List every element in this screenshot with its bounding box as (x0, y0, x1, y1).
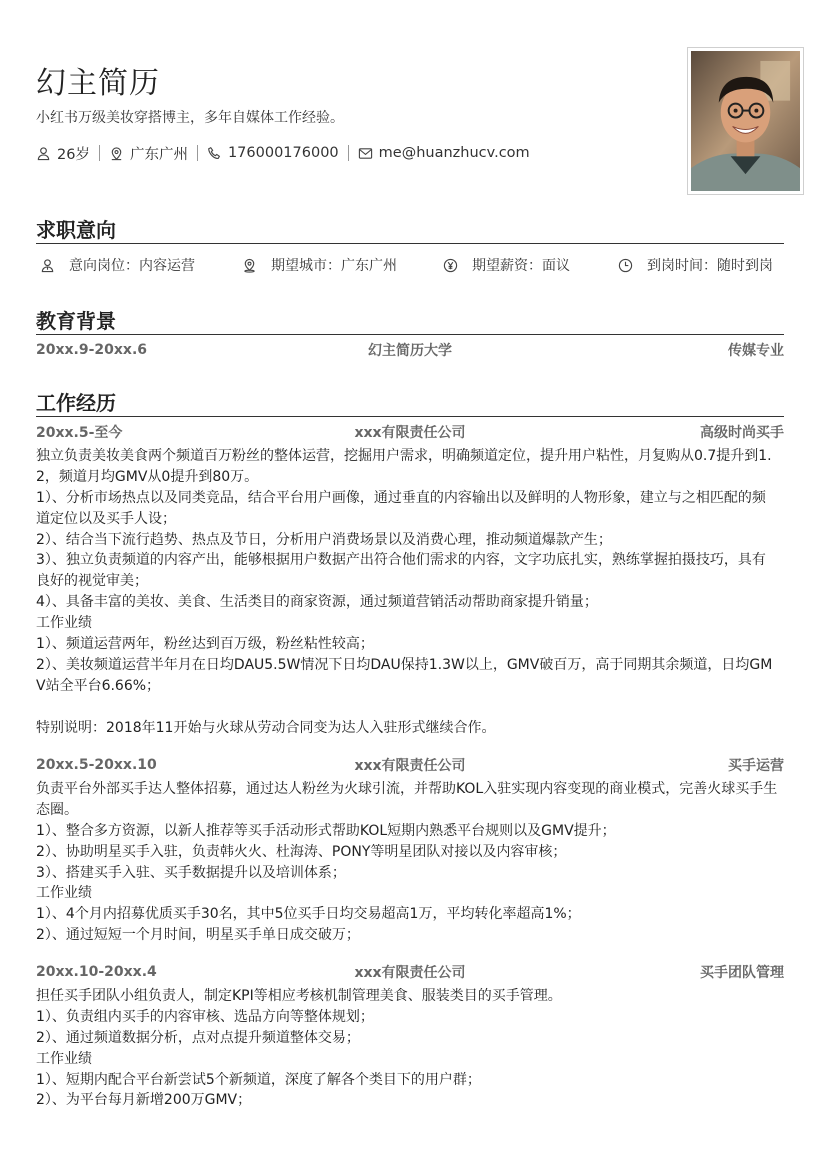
contact-phone (207, 145, 339, 161)
job-date: 20xx.10-20xx.4 (36, 964, 157, 980)
yen-icon (443, 258, 458, 273)
section-intent (36, 216, 784, 244)
job-date: 20xx.5-至今 (36, 425, 123, 441)
person-icon (36, 146, 51, 161)
age-text: 26岁 (57, 146, 90, 163)
job-company: xxx有限责任公司 (354, 425, 466, 441)
intent-position-text: 意向岗位：内容运营 (69, 258, 195, 274)
email-text[interactable]: me@huanzhucv.com (378, 145, 530, 161)
profile-photo (687, 47, 804, 195)
description-line: 1）、短期内配合平台新尝试5个新频道，深度了解各个类目下的用户群； (36, 1071, 481, 1088)
section-title: 工作经历 (36, 389, 784, 417)
user-tie-icon (40, 258, 55, 273)
divider (99, 145, 100, 161)
intent-row (36, 255, 784, 275)
job-entry-head (36, 422, 784, 442)
description-line: 1）、分析市场热点以及同类竞品，结合平台用户画像，通过垂直的内容输出以及鲜明的人物形象，建立与之相匹配的频 (36, 489, 766, 506)
job-company: xxx有限责任公司 (354, 965, 466, 981)
job-role: 买手运营 (728, 758, 784, 774)
description-line: 工作业绩 (36, 885, 92, 902)
description-line: 道定位以及买手人设； (36, 510, 176, 527)
section-work (36, 389, 784, 417)
description-line: 态圈。 (36, 801, 78, 818)
description-line: 2）、通过频道数据分析，点对点提升频道整体交易； (36, 1029, 360, 1046)
location-text: 广东广州 (129, 146, 188, 163)
resume-tagline: 小红书万级美妆穿搭博主，多年自媒体工作经验。 (36, 110, 344, 126)
job-role: 买手团队管理 (700, 965, 784, 981)
contact-age (36, 143, 90, 164)
contact-email (358, 145, 530, 161)
education-date: 20xx.9-20xx.6 (36, 342, 148, 358)
description-line: 1）、4个月内招募优质买手30名，其中5位买手日均交易超高1万，平均转化率超高1%； (36, 906, 581, 923)
intent-salary (443, 255, 570, 275)
education-school: 幻主简历大学 (368, 343, 452, 359)
education-major: 传媒专业 (728, 343, 784, 359)
description-line: 2）、协助明星买手入驻，负责韩火火、杜海涛、PONY等明星团队对接以及内容审核； (36, 843, 567, 860)
job-description (36, 779, 786, 946)
intent-city (242, 255, 397, 275)
divider (348, 145, 349, 161)
location-icon (109, 146, 124, 161)
description-line: 2）、通过短短一个月时间，明星买手单日成交破万； (36, 927, 360, 944)
description-line: 独立负责美妆美食两个频道百万粉丝的整体运营，挖掘用户需求，明确频道定位，提升用户粘性，月复购从0.7提升到1. (36, 448, 772, 464)
divider (197, 145, 198, 161)
description-line: 特别说明：2018年11开始与火球从劳动合同变为达人入驻形式继续合作。 (36, 719, 496, 736)
section-title: 求职意向 (36, 216, 784, 244)
description-line: V站全平台6.66%； (36, 677, 161, 694)
job-role: 高级时尚买手 (700, 425, 784, 441)
job-company: xxx有限责任公司 (354, 758, 466, 774)
education-entry (36, 340, 784, 360)
clock-icon (618, 258, 633, 273)
description-line: 2，频道月均GMV从0提升到80万。 (36, 468, 259, 485)
contact-location (109, 143, 188, 164)
resume-name: 幻主简历 (36, 66, 160, 101)
job-description (36, 986, 786, 1111)
phone-text[interactable]: 176000176000 (227, 145, 339, 161)
contact-bar (36, 142, 530, 164)
mail-icon (358, 146, 373, 161)
description-line: 负责平台外部买手达人整体招募，通过达人粉丝为火球引流，并帮助KOL入驻实现内容变现的商业模式，完善火球买手生 (36, 781, 778, 797)
description-line (36, 697, 786, 718)
description-line: 工作业绩 (36, 615, 92, 632)
intent-availability (618, 255, 773, 275)
description-line: 担任买手团队小组负责人，制定KPI等相应考核机制管理美食、服装类目的买手管理。 (36, 988, 562, 1004)
description-line: 1）、负责组内买手的内容审核、选品方向等整体规划； (36, 1008, 374, 1025)
section-education (36, 307, 784, 335)
intent-salary-text: 期望薪资：面议 (472, 258, 570, 274)
description-line: 良好的视觉审美； (36, 573, 148, 590)
description-line: 2）、美妆频道运营半年月在日均DAU5.5W情况下日均DAU保持1.3W以上，GMV破百万，高于同期其余频道，日均GM (36, 656, 773, 673)
description-line: 3）、独立负责频道的内容产出，能够根据用户数据产出符合他们需求的内容，文字功底扎实，熟练掌握拍摄技巧，具有 (36, 552, 766, 569)
description-line: 3）、搭建买手入驻、买手数据提升以及培训体系； (36, 864, 346, 881)
intent-availability-text: 到岗时间：随时到岗 (647, 258, 773, 274)
avatar (691, 51, 800, 191)
section-title: 教育背景 (36, 307, 784, 335)
description-line: 4）、具备丰富的美妆、美食、生活类目的商家资源，通过频道营销活动帮助商家提升销量； (36, 594, 598, 611)
description-line: 工作业绩 (36, 1050, 92, 1067)
job-entry-head (36, 755, 784, 775)
job-entry-head (36, 962, 784, 982)
job-date: 20xx.5-20xx.10 (36, 757, 157, 773)
description-line: 2）、结合当下流行趋势、热点及节日，分析用户消费场景以及消费心理，推动频道爆款产生； (36, 531, 612, 548)
description-line: 1）、频道运营两年，粉丝达到百万级，粉丝粘性较高； (36, 636, 374, 653)
location-icon (242, 258, 257, 273)
description-line: 2）、为平台每月新增200万GMV； (36, 1092, 252, 1109)
intent-position (40, 255, 195, 275)
job-description (36, 446, 786, 738)
phone-icon (207, 146, 222, 161)
description-line: 1）、整合多方资源，以新人推荐等买手活动形式帮助KOL短期内熟悉平台规则以及GMV提升； (36, 822, 616, 839)
intent-city-text: 期望城市：广东广州 (271, 258, 397, 274)
